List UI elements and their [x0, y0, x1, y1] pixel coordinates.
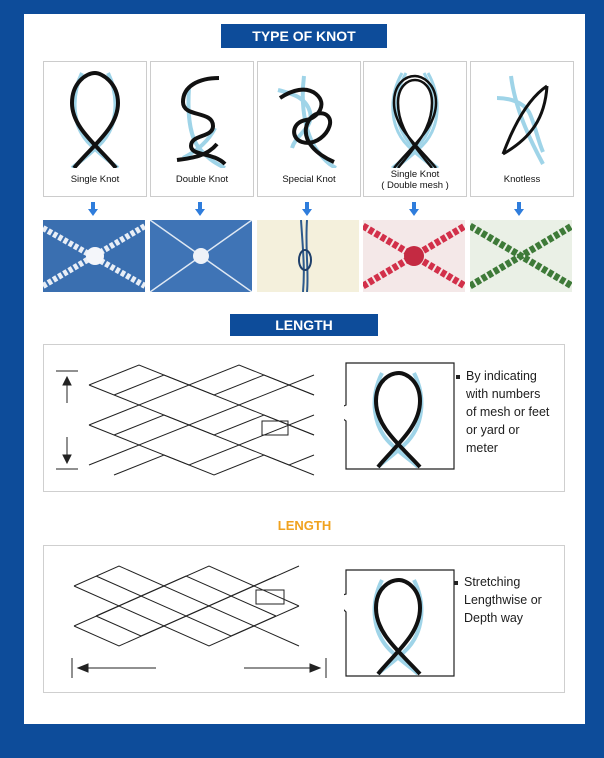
- knot-photo-single-double-mesh: [363, 220, 465, 292]
- knot-card-double: [150, 61, 254, 197]
- single-knot-double-mesh-icon: [382, 68, 448, 168]
- length-section-1: [43, 344, 565, 492]
- knot-photo-knotless: [470, 220, 572, 292]
- arrow-down-icon: [409, 202, 419, 216]
- knot-photo-single: [43, 220, 145, 292]
- knot-photo-special: [257, 220, 359, 292]
- length-heading: LENGTH: [277, 518, 332, 533]
- arrow-down-icon: [302, 202, 312, 216]
- knot-label: Double Knot: [175, 174, 229, 185]
- arrow-down-icon: [195, 202, 205, 216]
- knot-label: Single Knot: [70, 174, 120, 185]
- knot-photo-double: [150, 220, 252, 292]
- knot-label: Single Knot ( Double mesh ): [381, 169, 449, 191]
- double-knot-icon: [169, 68, 235, 168]
- knot-card-knotless: [470, 61, 574, 197]
- arrow-down-icon: [514, 202, 524, 216]
- knot-label: Special Knot: [282, 174, 336, 185]
- length-description-1: By indicating with numbers of mesh or feet or yard or meter: [466, 369, 550, 455]
- length-description-2: Stretching Lengthwise or Depth way: [464, 575, 542, 625]
- length-banner: LENGTH: [230, 314, 378, 336]
- knot-label: Knotless: [503, 174, 541, 185]
- bullet: [454, 581, 458, 585]
- knot-card-single: [43, 61, 147, 197]
- knot-card-special: [257, 61, 361, 197]
- content-panel: [24, 14, 585, 724]
- length-section-2: [43, 545, 565, 693]
- bullet: [456, 375, 460, 379]
- type-of-knot-banner: TYPE OF KNOT: [221, 24, 387, 48]
- knotless-icon: [489, 68, 555, 168]
- knot-card-single-double-mesh: [363, 61, 467, 197]
- knot-callout: [344, 361, 456, 471]
- knot-callout: [344, 568, 456, 678]
- net-diagram: [44, 546, 344, 692]
- single-knot-icon: [62, 68, 128, 168]
- net-diagram: [44, 345, 344, 491]
- arrow-down-icon: [88, 202, 98, 216]
- special-knot-icon: [276, 68, 342, 168]
